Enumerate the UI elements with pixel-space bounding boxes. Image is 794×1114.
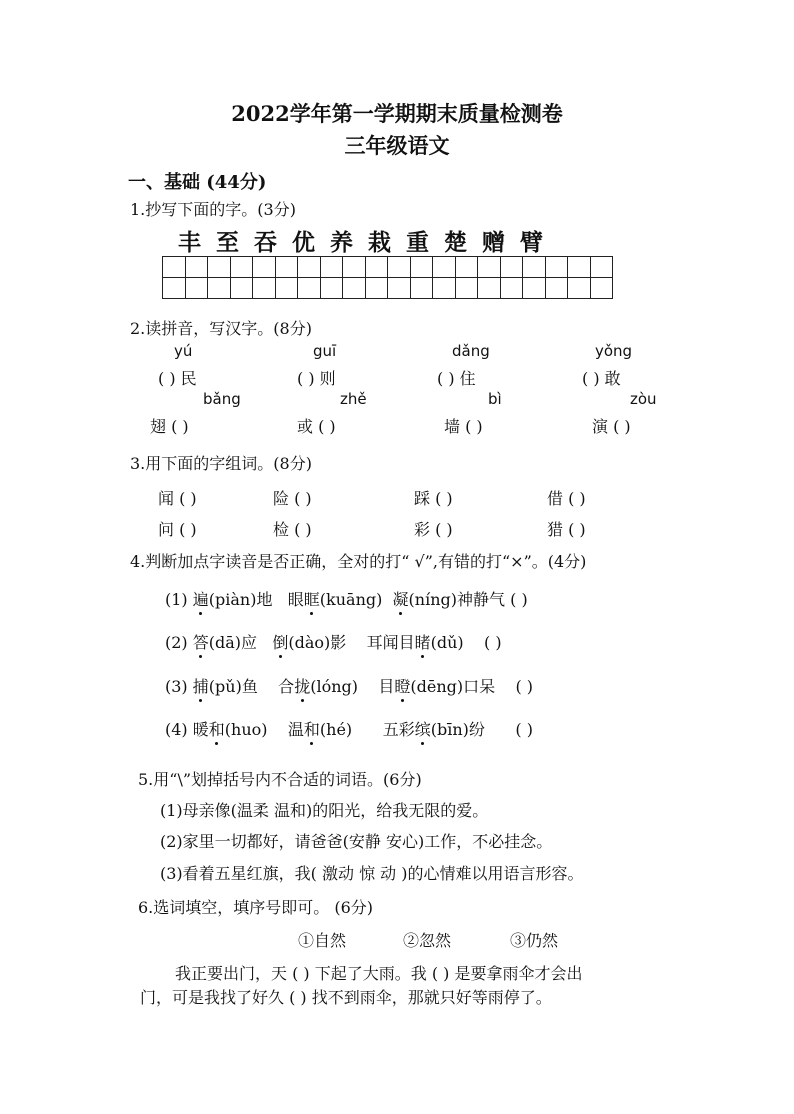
q5-label: 5.用“\”划掉括号内不合适的词语。(6分) <box>138 770 422 789</box>
q5-item: (1)母亲像(温柔 温和)的阳光，给我无限的爱。 <box>160 801 489 820</box>
q6-paragraph: 我正要出门，天 ( ) 下起了大雨。我 ( ) 是要拿雨伞才会出 <box>175 964 583 983</box>
section-heading: 一、基础 (44分) <box>128 172 267 193</box>
exam-subtitle: 三年级语文 <box>344 133 450 158</box>
q1-char: 至 <box>216 229 239 256</box>
q6-option: ②忽然 <box>403 931 452 950</box>
q5-item: (2)家里一切都好，请爸爸(安静 安心)工作，不必挂念。 <box>160 832 553 851</box>
pinyin: bì <box>488 390 502 408</box>
q6-paragraph: 门，可是我找了好久 ( ) 找不到雨伞，那就只好等雨停了。 <box>140 988 552 1007</box>
writing-grid[interactable] <box>162 256 613 299</box>
q4-item: (4) 暖和(huo) 温和(hé) 五彩缤(bīn)纷 ( ) <box>165 717 533 740</box>
answer-blank[interactable]: ( ) 敢 <box>582 369 621 388</box>
exam-title: 2022学年第一学期期末质量检测卷 <box>231 101 563 126</box>
q3-label: 3.用下面的字组词。(8分) <box>130 454 312 473</box>
answer-blank[interactable]: 翅 ( ) <box>150 417 189 436</box>
answer-blank[interactable]: ( ) <box>510 590 528 609</box>
answer-blank[interactable]: 演 ( ) <box>592 417 631 436</box>
answer-blank[interactable]: ( ) <box>515 720 533 739</box>
q4-label: 4.判断加点字读音是否正确，全对的打“ √”,有错的打“×”。(4分) <box>130 552 587 571</box>
q1-char: 丰 <box>178 229 201 256</box>
answer-blank[interactable]: 彩 ( ) <box>414 520 453 539</box>
q4-item: (2) 答(dā)应 倒(dào)影 耳闻目睹(dǔ) ( ) <box>165 630 502 653</box>
q1-char: 楚 <box>444 229 467 256</box>
answer-blank[interactable]: 猎 ( ) <box>547 520 586 539</box>
pinyin: zòu <box>630 390 657 408</box>
pinyin: dǎng <box>452 342 490 360</box>
q4-item: (1) 遍(piàn)地 眼眶(kuāng) 凝(níng)神静气 ( ) <box>165 587 528 610</box>
answer-blank[interactable]: ( ) 住 <box>437 369 476 388</box>
answer-blank[interactable]: 或 ( ) <box>297 417 336 436</box>
q4-item: (3) 捕(pǔ)鱼 合拢(lóng) 目瞪(dēng)口呆 ( ) <box>165 674 533 697</box>
answer-blank[interactable]: 借 ( ) <box>547 489 586 508</box>
q1-characters <box>178 224 558 257</box>
q1-char: 臂 <box>520 229 543 256</box>
q1-char: 吞 <box>254 229 277 256</box>
answer-blank[interactable]: ( ) <box>515 677 534 696</box>
q6-label: 6.选词填空，填序号即可。 (6分) <box>138 898 374 917</box>
answer-blank[interactable]: ( ) 民 <box>158 369 197 388</box>
answer-blank[interactable]: 墙 ( ) <box>444 417 483 436</box>
q5-item: (3)看着五星红旗，我( 激动 惊 动 )的心情难以用语言形容。 <box>160 864 584 883</box>
pinyin: guī <box>313 342 337 360</box>
q1-char: 重 <box>406 229 429 256</box>
answer-blank[interactable]: 问 ( ) <box>158 520 197 539</box>
answer-blank[interactable]: 踩 ( ) <box>414 489 453 508</box>
q1-label: 1.抄写下面的字。(3分) <box>130 200 296 219</box>
pinyin: yǒng <box>595 342 633 360</box>
pinyin: bǎng <box>203 390 241 408</box>
q1-char: 赠 <box>482 229 505 256</box>
q6-option: ③仍然 <box>510 931 559 950</box>
q1-char: 优 <box>292 229 315 256</box>
q1-char: 栽 <box>368 229 391 256</box>
pinyin: yú <box>174 342 193 360</box>
answer-blank[interactable]: 险 ( ) <box>273 489 312 508</box>
answer-blank[interactable]: ( ) <box>484 633 502 652</box>
pinyin: zhě <box>340 390 367 408</box>
q1-char: 养 <box>330 229 353 256</box>
q6-option: ①自然 <box>298 931 347 950</box>
answer-blank[interactable]: 闻 ( ) <box>158 489 197 508</box>
q2-label: 2.读拼音，写汉字。(8分) <box>130 319 312 338</box>
answer-blank[interactable]: 检 ( ) <box>273 520 312 539</box>
answer-blank[interactable]: ( ) 则 <box>297 369 336 388</box>
